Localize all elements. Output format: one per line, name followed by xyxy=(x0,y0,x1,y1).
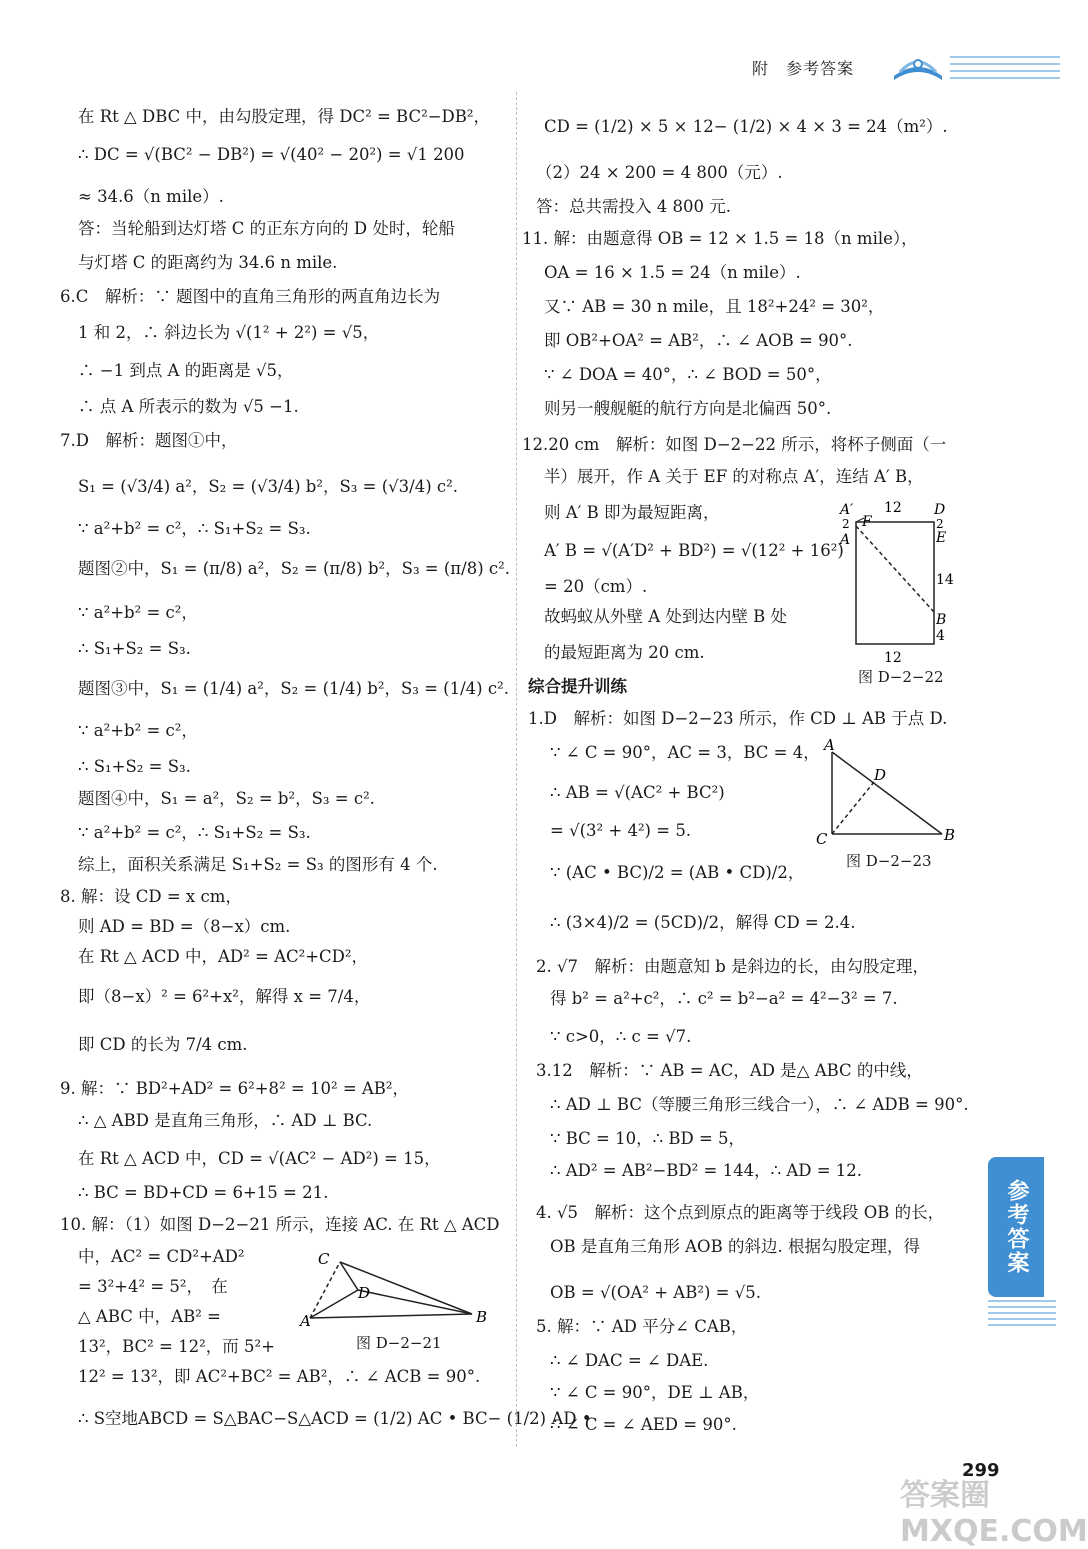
text-line: ∵ (AC • BC)/2 = (AB • CD)/2， xyxy=(550,863,805,882)
text-line: ∴ (3×4)/2 = (5CD)/2，解得 CD = 2.4. xyxy=(550,913,856,932)
section-heading: 综合提升训练 xyxy=(528,677,627,696)
fig21-label-b: B xyxy=(476,1308,488,1326)
text-line: ∴ AD ⊥ BC（等腰三角形三线合一），∴ ∠ ADB = 90°. xyxy=(550,1095,969,1114)
text-line: = √(3² + 4²) = 5. xyxy=(550,821,692,840)
fig22-label-bottom: 12 xyxy=(884,650,902,666)
text-line: 9. 解：∵ BD²+AD² = 6²+8² = 10² = AB²， xyxy=(60,1079,410,1098)
text-line: 在 Rt △ ACD 中，AD² = AC²+CD²， xyxy=(78,947,369,966)
fig23-label-b: B xyxy=(944,826,956,844)
text-line: 7.D 解析：题图①中， xyxy=(60,431,238,450)
text-line: 即 CD 的长为 7/4 cm. xyxy=(78,1035,248,1054)
page-header xyxy=(740,48,1061,88)
fig23-label-d: D xyxy=(874,766,887,784)
fig22-label-top: 12 xyxy=(884,500,902,516)
fig22-label-f: F xyxy=(862,514,872,530)
fig22-label-b: B xyxy=(936,612,947,628)
text-line: ∵ a²+b² = c²， xyxy=(78,721,198,740)
text-line: 即（8−x）² = 6²+x²，解得 x = 7/4， xyxy=(78,987,371,1006)
text-line: 的最短距离为 20 cm. xyxy=(544,643,705,662)
figure-caption: 图 D−2−22 xyxy=(858,668,944,686)
text-line: = 3²+4² = 5²， 在 xyxy=(78,1277,228,1296)
text-line: 得 b² = a²+c²，∴ c² = b²−a² = 4²−3² = 7. xyxy=(550,989,898,1008)
fig22-label-d: D xyxy=(934,502,946,518)
text-line: ∵ BC = 10，∴ BD = 5， xyxy=(550,1129,746,1148)
text-line: ∴ S₁+S₂ = S₃. xyxy=(78,757,191,776)
fig21-label-d: D xyxy=(358,1284,371,1302)
text-line: 又∵ AB = 30 n mile，且 18²+24² = 30²， xyxy=(544,297,885,316)
text-line: ∵ a²+b² = c²，∴ S₁+S₂ = S₃. xyxy=(78,823,311,842)
text-line: 13²，BC² = 12²，而 5²+ xyxy=(78,1337,275,1356)
figure-d-2-21 xyxy=(300,1250,500,1330)
text-line: 3.12 解析：∵ AB = AC，AD 是△ ABC 的中线， xyxy=(536,1061,923,1080)
figure-d-2-23 xyxy=(812,736,962,848)
fig22-label-a: A xyxy=(840,532,851,548)
fig22-label-e: E xyxy=(936,530,947,546)
text-line: 则另一艘舰艇的航行方向是北偏西 50°. xyxy=(544,399,832,418)
text-line: CD = (1/2) × 5 × 12− (1/2) × 4 × 3 = 24（m²）. xyxy=(544,117,948,136)
header-title: 附 参考答案 xyxy=(752,59,855,78)
text-line: OB = √(OA² + AB²) = √5. xyxy=(550,1283,761,1302)
text-line: 在 Rt △ DBC 中，由勾股定理，得 DC² = BC²−DB²， xyxy=(78,107,491,126)
text-line: ∴ BC = BD+CD = 6+15 = 21. xyxy=(78,1183,329,1202)
header-decor-lines xyxy=(950,56,1060,84)
text-line: 5. 解：∵ AD 平分∠ CAB， xyxy=(536,1317,748,1336)
text-line: 6.C 解析：∵ 题图中的直角三角形的两直角边长为 xyxy=(60,287,441,306)
fig21-label-a: A xyxy=(300,1312,311,1330)
text-line: 在 Rt △ ACD 中，CD = √(AC² − AD²) = 15， xyxy=(78,1149,441,1168)
watermark: 答案圈 MXQE.COM xyxy=(900,1478,1088,1549)
text-line: ∴ 点 A 所表示的数为 √5 −1. xyxy=(78,397,299,416)
text-line: ∴ AB = √(AC² + BC²) xyxy=(550,783,725,802)
column-divider xyxy=(516,92,517,1447)
text-line: 与灯塔 C 的距离约为 34.6 n mile. xyxy=(78,253,338,272)
text-line: ∵ a²+b² = c²，∴ S₁+S₂ = S₃. xyxy=(78,519,311,538)
fig23-label-c: C xyxy=(816,830,828,848)
fig22-label-a1: A′ xyxy=(840,502,854,518)
text-line: ∴ AD² = AB²−BD² = 144，∴ AD = 12. xyxy=(550,1161,863,1180)
text-line: 则 AD = BD =（8−x）cm. xyxy=(78,917,291,936)
text-line: A′ B = √(A′D² + BD²) = √(12² + 16²) xyxy=(544,541,844,560)
text-line: ∴ DC = √(BC² − DB²) = √(40² − 20²) = √1 200 xyxy=(78,145,465,164)
text-line: ∵ ∠ C = 90°，AC = 3，BC = 4， xyxy=(550,743,820,762)
text-line: ∵ c>0，∴ c = √7. xyxy=(550,1027,692,1046)
text-line: ≈ 34.6（n mile）. xyxy=(78,187,224,206)
text-line: （2）24 × 200 = 4 800（元）. xyxy=(536,163,783,182)
text-line: 8. 解：设 CD = x cm， xyxy=(60,887,242,906)
text-line: = 20（cm）. xyxy=(544,577,648,596)
text-line: ∴ ∠ DAC = ∠ DAE. xyxy=(550,1351,709,1370)
fig23-label-a: A xyxy=(824,736,835,754)
text-line: ∵ a²+b² = c²， xyxy=(78,603,198,622)
text-line: 答：当轮船到达灯塔 C 的正东方向的 D 处时，轮船 xyxy=(78,219,455,238)
fig21-label-c: C xyxy=(318,1250,330,1268)
text-line: 1.D 解析：如图 D−2−23 所示，作 CD ⊥ AB 于点 D. xyxy=(528,709,948,728)
text-line: 故蚂蚁从外壁 A 处到达内壁 B 处 xyxy=(544,607,788,626)
text-line: ∵ ∠ C = 90°，DE ⊥ AB， xyxy=(550,1383,760,1402)
figure-caption: 图 D−2−23 xyxy=(846,852,932,870)
text-line: S₁ = (√3/4) a²，S₂ = (√3/4) b²，S₃ = (√3/4) c². xyxy=(78,477,458,496)
fig22-label-2a: 2 xyxy=(842,517,850,531)
text-line: OB 是直角三角形 AOB 的斜边. 根据勾股定理，得 xyxy=(550,1237,920,1256)
text-line: 题图③中，S₁ = (1/4) a²，S₂ = (1/4) b²，S₃ = (1/4) c². xyxy=(78,679,509,698)
text-line: 答：总共需投入 4 800 元. xyxy=(536,197,731,216)
book-logo-icon xyxy=(890,50,946,86)
page-number: 299 xyxy=(962,1460,1000,1481)
text-line: ∴ △ ABD 是直角三角形，∴ AD ⊥ BC. xyxy=(78,1111,373,1130)
text-line: ∴ −1 到点 A 的距离是 √5， xyxy=(78,361,294,380)
text-line: 12² = 13²，即 AC²+BC² = AB²，∴ ∠ ACB = 90°. xyxy=(78,1367,481,1386)
text-line: 题图④中，S₁ = a²，S₂ = b²，S₃ = c². xyxy=(78,789,375,808)
text-line: 题图②中，S₁ = (π/8) a²，S₂ = (π/8) b²，S₃ = (π/8) c². xyxy=(78,559,510,578)
text-line: OA = 16 × 1.5 = 24（n mile）. xyxy=(544,263,801,282)
fig22-label-2b: 2 xyxy=(936,517,944,531)
text-line: 中，AC² = CD²+AD² xyxy=(78,1247,245,1266)
text-line: ∴ ∠ C = ∠ AED = 90°. xyxy=(550,1415,737,1434)
text-line: 2. √7 解析：由题意知 b 是斜边的长，由勾股定理， xyxy=(536,957,930,976)
text-line: ∵ ∠ DOA = 40°，∴ ∠ BOD = 50°， xyxy=(544,365,832,384)
text-line: 10. 解：（1）如图 D−2−21 所示，连接 AC. 在 Rt △ ACD xyxy=(60,1215,500,1234)
text-line: 半）展开，作 A 关于 EF 的对称点 A′，连结 A′ B， xyxy=(544,467,924,486)
figure-caption: 图 D−2−21 xyxy=(356,1334,442,1352)
text-line: △ ABC 中，AB² = xyxy=(78,1307,221,1326)
text-line: 12.20 cm 解析：如图 D−2−22 所示，将杯子侧面（一 xyxy=(522,435,947,454)
text-line: 1 和 2，∴ 斜边长为 √(1² + 2²) = √5， xyxy=(78,323,380,342)
fig22-label-14: 14 xyxy=(936,572,954,588)
side-decor-lines xyxy=(988,1300,1056,1330)
reference-answers-tab: 参考答案 xyxy=(988,1157,1044,1297)
text-line: 即 OB²+OA² = AB²，∴ ∠ AOB = 90°. xyxy=(544,331,853,350)
figure-d-2-22 xyxy=(838,496,958,666)
text-line: ∴ S空地ABCD = S△BAC−S△ACD = (1/2) AC • BC− (1/2) AD • xyxy=(78,1409,592,1428)
text-line: 则 A′ B 即为最短距离， xyxy=(544,503,720,522)
text-line: 11. 解：由题意得 OB = 12 × 1.5 = 18（n mile）， xyxy=(522,229,918,248)
text-line: 4. √5 解析：这个点到原点的距离等于线段 OB 的长， xyxy=(536,1203,945,1222)
text-line: 综上，面积关系满足 S₁+S₂ = S₃ 的图形有 4 个. xyxy=(78,855,438,874)
text-line: ∴ S₁+S₂ = S₃. xyxy=(78,639,191,658)
fig22-label-4: 4 xyxy=(936,628,945,644)
